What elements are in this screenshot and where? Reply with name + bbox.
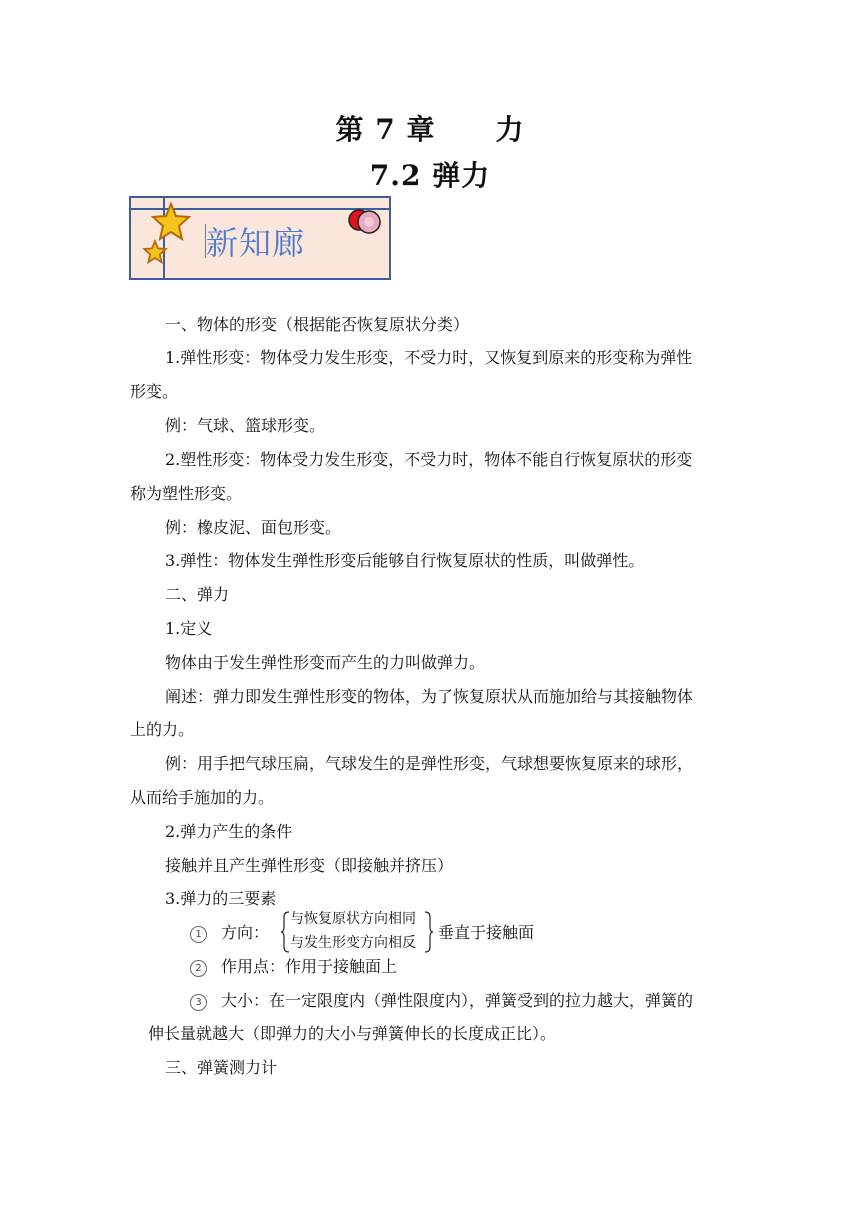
banner-label: 新知廊	[206, 224, 306, 262]
paragraph-line: 从而给手施加的力。	[130, 788, 275, 807]
paragraph-line: 物体由于发生弹性形变而产生的力叫做弹力。	[165, 653, 486, 672]
paragraph-line: 2.弹力产生的条件	[165, 822, 293, 841]
star-small-icon	[143, 240, 167, 264]
heading-spring-scale: 三、弹簧测力计	[165, 1058, 278, 1077]
heading-deformation: 一、物体的形变（根据能否恢复原状分类）	[165, 315, 470, 334]
item-label: 方向：	[221, 923, 270, 942]
section-banner	[129, 196, 391, 280]
item-number-badge: 1	[190, 926, 207, 943]
paragraph-line: 称为塑性形变。	[130, 484, 243, 503]
paragraph-line: 例：气球、篮球形变。	[165, 416, 326, 435]
flower-icon	[347, 206, 383, 238]
paragraph-line: 3.弹性：物体发生弹性形变后能够自行恢复原状的性质，叫做弹性。	[165, 551, 645, 570]
item-text: 大小：在一定限度内（弹性限度内），弹簧受到的拉力越大，弹簧的	[221, 991, 694, 1010]
paragraph-line: 形变。	[130, 382, 179, 401]
direction-option-bottom: 与发生形变方向相反	[290, 935, 416, 951]
paragraph-line: 1.弹性形变：物体受力发生形变，不受力时，又恢复到原来的形变称为弹性	[165, 348, 693, 367]
star-large-icon	[151, 202, 191, 242]
paragraph-line: 例：橡皮泥、面包形变。	[165, 518, 342, 537]
paragraph-line: 上的力。	[130, 720, 195, 739]
left-brace-icon	[280, 911, 290, 953]
paragraph-line: 1.定义	[165, 619, 213, 638]
direction-result: 垂直于接触面	[438, 923, 535, 942]
item-direction	[190, 922, 269, 944]
right-brace-icon	[424, 911, 434, 953]
paragraph-line: 2.塑性形变：物体受力发生形变，不受力时，物体不能自行恢复原状的形变	[165, 450, 693, 469]
heading-elastic-force: 二、弹力	[165, 585, 230, 604]
item-number-badge: 3	[190, 994, 207, 1011]
item-number-badge: 2	[190, 960, 207, 977]
paragraph-line: 3.弹力的三要素	[165, 889, 277, 908]
paragraph-line: 阐述：弹力即发生弹性形变的物体，为了恢复原状从而施加给与其接触物体	[165, 687, 694, 706]
paragraph-line: 例：用手把气球压扁，气球发生的是弹性形变，气球想要恢复原来的球形，	[165, 754, 694, 773]
section-title: 7.2 弹力	[369, 159, 491, 192]
item-point-of-action	[190, 956, 397, 978]
paragraph-line: 接触并且产生弹性形变（即接触并挤压）	[165, 856, 454, 875]
chapter-name: 力	[495, 113, 525, 146]
paragraph-line: 伸长量就越大（即弹力的大小与弹簧伸长的长度成正比）。	[148, 1024, 557, 1043]
direction-option-top: 与恢复原状方向相同	[290, 911, 416, 927]
chapter-title	[0, 108, 860, 148]
item-magnitude	[190, 990, 693, 1012]
chapter-number: 第 7 章	[335, 113, 436, 146]
item-text: 作用点：作用于接触面上	[221, 957, 398, 976]
